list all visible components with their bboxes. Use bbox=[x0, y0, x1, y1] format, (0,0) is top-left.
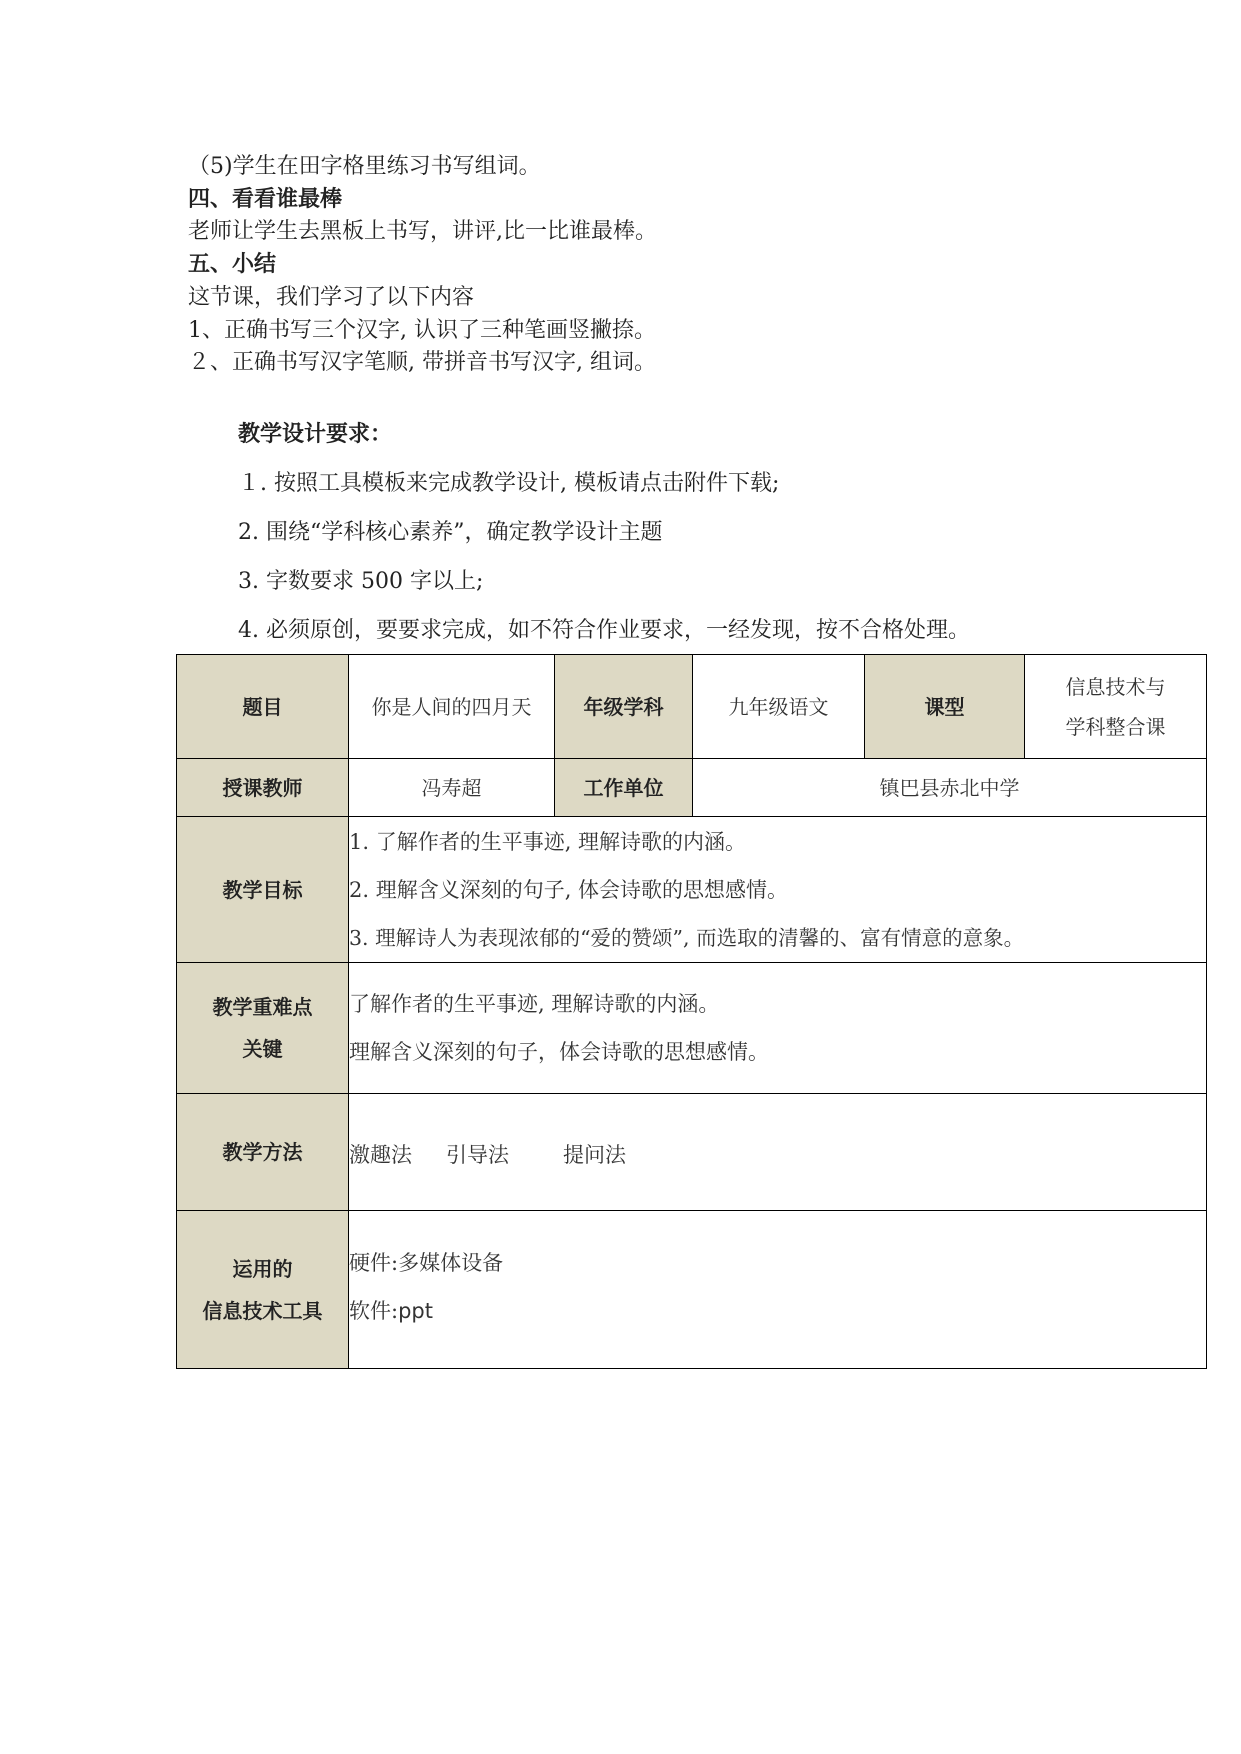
method-label: 教学方法 bbox=[177, 1094, 349, 1211]
method-item-3: 提问法 bbox=[563, 1143, 626, 1167]
goal-item-1: 1. 了解作者的生平事迹, 理解诗歌的内涵。 bbox=[349, 829, 747, 854]
form-row-tools bbox=[177, 1211, 1207, 1369]
lesson-design-form bbox=[176, 654, 1207, 1369]
topic-label: 题目 bbox=[177, 655, 349, 759]
grade-label: 年级学科 bbox=[555, 655, 693, 759]
lesson-step-5: （5)学生在田字格里练习书写组词。 bbox=[188, 154, 541, 179]
tools-content bbox=[349, 1211, 1207, 1369]
goal-item-2: 2. 理解含义深刻的句子, 体会诗歌的思想感情。 bbox=[349, 877, 789, 902]
key-item-2: 理解含义深刻的句子，体会诗歌的思想感情。 bbox=[349, 1040, 769, 1064]
unit-value: 镇巴县赤北中学 bbox=[693, 759, 1207, 817]
software-line bbox=[349, 1287, 1206, 1335]
unit-label: 工作单位 bbox=[555, 759, 693, 817]
tools-label bbox=[177, 1211, 349, 1369]
summary-intro: 这节课，我们学习了以下内容 bbox=[188, 285, 475, 310]
hardware-value: 多媒体设备 bbox=[398, 1250, 504, 1275]
goal-item-3: 3. 理解诗人为表现浓郁的“爱的赞颂”, 而选取的清馨的、富有情意的意象。 bbox=[349, 925, 1025, 950]
hardware-label: 硬件: bbox=[349, 1250, 399, 1275]
section-paragraph-4: 老师让学生去黑板上书写，讲评,比一比谁最棒。 bbox=[188, 219, 657, 244]
software-label: 软件: bbox=[349, 1298, 399, 1323]
requirement-item-2: 2. 围绕“学科核心素养”，确定教学设计主题 bbox=[238, 520, 663, 545]
software-value: ppt bbox=[398, 1298, 433, 1323]
tools-label-line-2: 信息技术工具 bbox=[202, 1298, 323, 1323]
requirement-item-1: １. 按照工具模板来完成教学设计, 模板请点击附件下载; bbox=[238, 471, 780, 496]
form-row-keys bbox=[177, 963, 1207, 1094]
form-row-topic bbox=[177, 655, 1207, 759]
keys-label-line-2: 关键 bbox=[242, 1037, 283, 1061]
teacher-value: 冯寿超 bbox=[349, 759, 555, 817]
keys-label-line-1: 教学重难点 bbox=[212, 995, 313, 1019]
summary-item-2: ２、正确书写汉字笔顺, 带拼音书写汉字, 组词。 bbox=[188, 350, 656, 375]
type-label: 课型 bbox=[865, 655, 1025, 759]
keys-label bbox=[177, 963, 349, 1094]
teacher-label: 授课教师 bbox=[177, 759, 349, 817]
requirement-item-3: 3. 字数要求 500 字以上; bbox=[238, 569, 484, 594]
form-row-method bbox=[177, 1094, 1207, 1211]
requirements-title: 教学设计要求： bbox=[238, 422, 393, 447]
section-heading-4: 四、看看谁最棒 bbox=[188, 187, 343, 212]
form-row-teacher bbox=[177, 759, 1207, 817]
summary-item-1: 1、正确书写三个汉字, 认识了三种笔画竖撇捺。 bbox=[188, 318, 656, 343]
key-item-1: 了解作者的生平事迹, 理解诗歌的内涵。 bbox=[349, 992, 720, 1016]
type-value bbox=[1025, 655, 1207, 759]
requirement-item-4: 4. 必须原创，要要求完成，如不符合作业要求，一经发现，按不合格处理。 bbox=[238, 618, 970, 643]
method-item-1: 激趣法 bbox=[349, 1143, 412, 1167]
form-row-goals bbox=[177, 817, 1207, 963]
goals-content bbox=[349, 817, 1207, 963]
goals-label: 教学目标 bbox=[177, 817, 349, 963]
method-item-2: 引导法 bbox=[446, 1143, 509, 1167]
keys-content bbox=[349, 963, 1207, 1094]
topic-value: 你是人间的四月天 bbox=[349, 655, 555, 759]
methods-content bbox=[349, 1094, 1207, 1211]
section-heading-5: 五、小结 bbox=[188, 252, 277, 277]
type-value-line-1: 信息技术与 bbox=[1065, 674, 1166, 699]
type-value-line-2: 学科整合课 bbox=[1065, 714, 1166, 739]
tools-label-line-1: 运用的 bbox=[232, 1256, 293, 1281]
grade-value: 九年级语文 bbox=[693, 655, 865, 759]
hardware-line bbox=[349, 1239, 1206, 1287]
